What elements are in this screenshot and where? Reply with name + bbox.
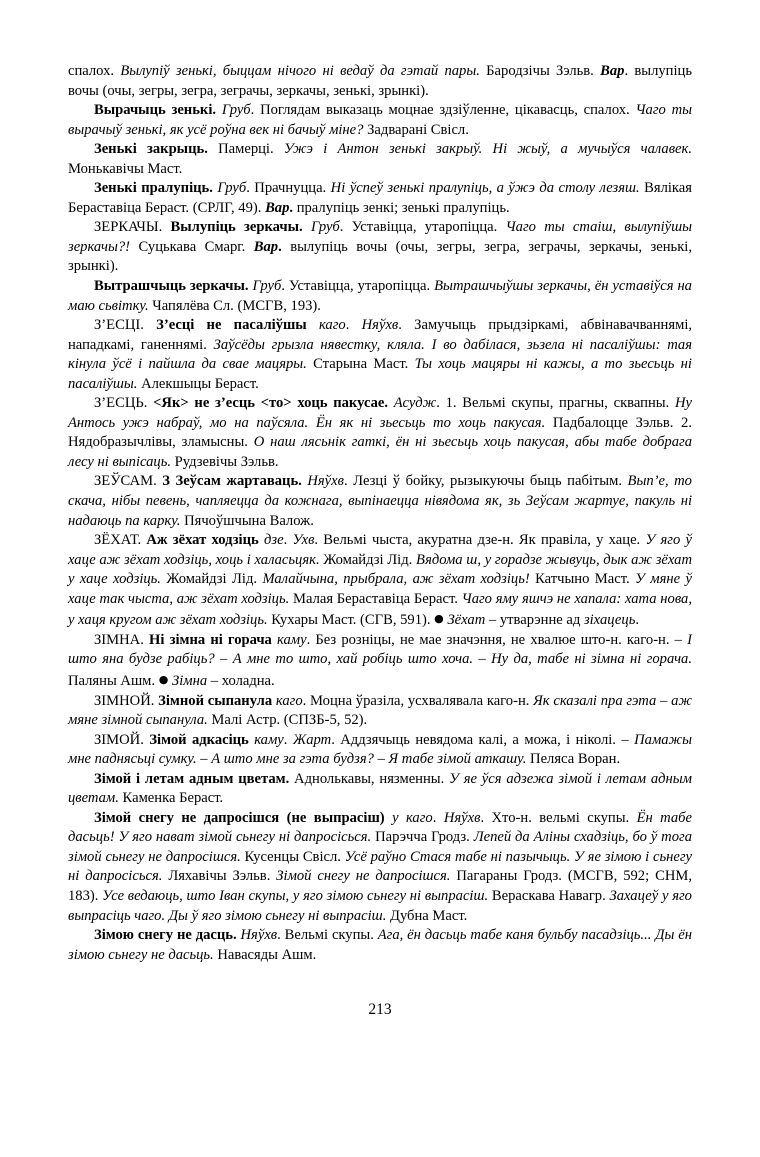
text-run-bold: Зімой і летам адным цветам. (94, 770, 290, 787)
text-run-roman: Памерці. (207, 141, 284, 158)
text-run-italic: О наш лясьнік гаткі, ён ні зьесьць хоць пакусая, абы табе добрага лесу ні выпісаць. (68, 434, 692, 470)
text-run-roman: Вераскава Навагр. (488, 887, 610, 904)
text-run-roman: . Хто-н. вельмі скупы. (480, 809, 637, 826)
text-run-roman: . Лезці ў бойку, рызыкуючы быць пабітым. (343, 473, 628, 490)
text-run-roman: Задварані Свісл. (363, 121, 469, 138)
text-run-bold: <Як> не з’есць <то> хоць пакусае. (153, 395, 389, 412)
text-run-italic: Няўхв (361, 317, 399, 334)
text-run-italic: – Памажы мне паднясьці сумку. – А што мне за гэта будзя? – Я табе зімой аткашу. (68, 731, 693, 768)
text-run-italic: У яго ў хаце аж зёхат ходзіць, хоць і халасьцяк. (68, 532, 692, 568)
text-run-roman: ЗІМНОЙ. (94, 692, 159, 709)
text-run-roman: Кусенцы Свісл. (240, 848, 345, 865)
dictionary-entry (68, 218, 692, 277)
text-run-italic: зіхацець (583, 612, 636, 629)
text-run-italic: Няўхв (307, 473, 344, 490)
text-run-bold: Зімой адкасіць (149, 731, 249, 748)
text-run-italic: Вылупіў зенькі, быццам нічого ні ведаў да гэтай пары. (120, 63, 480, 79)
text-run-italic: Ужэ і Антон зенькі закрыў. Ні жыў, а мучыўся чалавек. (283, 141, 692, 158)
dictionary-entry (68, 631, 692, 692)
text-run-roman: Пагараны Гродз. (МСГВ, 592; СНМ, 183). (68, 868, 692, 904)
text-run-bold: Вырачыць зенькі. (94, 102, 217, 119)
text-run-italic: Ну Антось ужэ набраў, мо на паўсяла. Ён як ні зьесьць то хоць пакусая. (68, 395, 692, 431)
text-run-italic: Вытрашчыўшы зеркачы, ён уставіўся на маю сьвітку. (68, 278, 692, 314)
text-run-roman: . Моцна ўразіла, усхвалявала каго-н. (302, 692, 534, 709)
text-run-roman: вылупіць вочы (очы, зегры, зегра, зеграчы, зеркачы, зенькі, зрынкі). (68, 238, 693, 275)
text-run-roman (307, 317, 319, 333)
text-run-roman: Каменка Бераст. (118, 790, 224, 807)
text-run-roman: Малі Астр. (СПЗБ-5, 52). (207, 712, 368, 729)
text-run-italic: Ты хоць мацяры ні кажы, а то зьесьць ні пасаліўшы. (68, 356, 692, 392)
text-run-bullet: ● (434, 612, 444, 626)
text-run-roman: – утварэнне ад (485, 612, 584, 629)
text-run-italic: Зімна (171, 672, 208, 689)
text-run-roman: . (635, 612, 639, 629)
page-number: 213 (368, 1001, 392, 1018)
text-run-roman: . 1. Вельмі скупы, прагны, сквапны. (436, 395, 675, 412)
text-run-roman: ЗІМОЙ. (94, 731, 150, 748)
text-run-italic: Вядома ш, у горадзе жывуць, дык аж зёхат у хаце ходзіць. (68, 551, 692, 588)
text-run-italic: Груб (221, 102, 251, 119)
text-run-italic: Няўхв (240, 927, 278, 944)
text-run-roman: Монькавічы Маст. (68, 160, 183, 177)
dictionary-entry (68, 731, 692, 770)
text-run-roman: Чапялёва Сл. (МСГВ, 193). (148, 297, 321, 314)
text-run-italic: Чаго яму яшчэ не хапала: хата нова, у хаця кругом аж зёхат ходзіць. (68, 590, 692, 629)
text-run-roman: – холадна. (207, 672, 275, 689)
text-run-roman: ЗЕЎСАМ. (94, 473, 163, 490)
text-run-roman: . Поглядам выказаць моцнае здзіўленне, цікавасць, спалох. (250, 102, 636, 119)
text-run-bold-italic: Вар (253, 238, 279, 255)
text-run-italic: каго (318, 317, 346, 334)
text-run-italic: Малайчына, прыбрала, аж зёхат ходзіць! (262, 571, 530, 588)
text-run-bullet: ● (158, 672, 169, 686)
text-run-bold: . (278, 238, 282, 255)
dictionary-entry (68, 277, 692, 316)
text-run-italic: Няўхв (443, 809, 481, 826)
text-run-italic: Ён табе дасьць! У яго нават зімой сьнегу ні дапросісься. (68, 809, 692, 846)
dictionary-entry (68, 472, 692, 531)
text-run-roman: Рудзевічы Зэльв. (171, 453, 279, 470)
text-run-roman: . Аддзячыць невядома калі, а можа, і ніколі. (331, 731, 622, 748)
dictionary-entry (68, 140, 692, 179)
text-run-italic: Асудж (393, 395, 437, 412)
text-run-roman (385, 810, 392, 826)
text-run-roman: Парэчча Гродз. (371, 829, 474, 846)
text-run-bold: Зімой снегу не дапросішся (не выпрасіш) (94, 809, 385, 826)
text-run-italic: Усе ведаюць, што Іван скупы, у яго зімою сьнегу ні выпрасіш. (102, 887, 489, 904)
text-run-italic: Зімой снегу не дапросішся. (276, 868, 451, 885)
text-column (68, 62, 692, 965)
text-run-italic: Ухв (292, 532, 315, 549)
text-run-italic: Лепей да Аліны схадзіць, бо ў тога зімой сьнегу не дапросішся. (68, 829, 692, 865)
text-run-roman: ЗЕРКАЧЫ. (94, 219, 171, 236)
text-run-roman: Малая Бераставіца Бераст. (289, 590, 462, 607)
text-run-italic: Чаго ты стаіш, вылупіўшы зеркачы?! (68, 219, 693, 255)
text-run-roman: Кухары Маст. (СГВ, 591). (267, 612, 435, 629)
text-run-roman (303, 219, 311, 235)
text-run-italic: Жарт (292, 731, 332, 748)
text-run-bold: Зенькі закрыць. (94, 141, 208, 158)
text-run-roman: . вылупіць вочы (очы, зегры, зегра, зеграчы, зеркачы, зенькі, зрынкі). (68, 63, 692, 99)
text-run-roman: . (283, 731, 293, 748)
text-run-roman: ЗЁХАТ. (94, 532, 147, 549)
text-run-italic: Вып’е, то скача, нібы певень, чапляецца да кожнага, выпінаецца нівядома як, зь Зеўсам жартуе, пакуль ні надаюць па карку. (68, 473, 692, 529)
text-run-roman: З’ЕСЦІ. (94, 317, 157, 334)
text-run-roman: Навасяды Ашм. (213, 946, 317, 963)
text-run-italic: Захацеў у яго выпрасіць чаго. Ды ў яго зімою сьнегу ні выпрасіш. (68, 887, 692, 924)
text-run-bold: . (289, 199, 294, 216)
text-run-roman: Бародзічы Зэльв. (479, 63, 601, 79)
text-run-roman: . (283, 532, 293, 549)
text-run-italic: Груб (217, 180, 247, 197)
text-run-roman: . Замучыць прыдзіркамі, абвінавачваннямі, нападкамі, ганеннямі. (68, 317, 693, 353)
text-run-italic: у каго (392, 809, 433, 826)
text-run-roman: Вялікая Бераставіца Бераст. (СРЛГ, 49). (68, 180, 692, 216)
text-run-roman: . (432, 809, 444, 826)
text-run-roman: З’ЕСЦЬ. (94, 395, 154, 412)
text-run-bold: Зімной сыпанула (158, 692, 273, 709)
text-run-bold: Зімою снегу не дасць. (94, 927, 237, 944)
dictionary-entry (68, 531, 692, 631)
text-run-roman: Суцькава Смарг. (130, 238, 254, 255)
text-run-bold: Зенькі пралупіць. (94, 180, 213, 197)
text-run-italic: дзе (264, 532, 284, 549)
dictionary-entry (68, 316, 692, 394)
text-run-roman: ЗІМНА. (94, 631, 150, 648)
text-run-roman: пралупіць зенкі; зенькі пралупіць. (293, 199, 510, 216)
text-run-roman: Алекшыцы Бераст. (137, 375, 259, 392)
dictionary-entry (68, 62, 692, 101)
text-run-bold: З Зеўсам жартаваць. (162, 473, 302, 490)
text-run-roman: . Без розніцы, не мае значэння, не хвалюе што-н. каго-н. – (306, 631, 688, 648)
text-run-italic: Чаго ты вырачыў зенькі, як усё роўна век ні бачыў міне? (68, 102, 692, 138)
text-run-roman: Пячоўшчына Валож. (180, 512, 314, 529)
text-run-roman: Жомайдзі Лід. (160, 571, 263, 588)
text-run-roman: Падбалоцце Зэльв. 2. Нядобразычлівы, зламысны. (68, 414, 692, 451)
text-run-roman: Старына Маст. (306, 356, 415, 373)
text-run-roman: Ляхавічы Зэльв. (162, 868, 277, 885)
text-run-bold-italic: Вар (265, 199, 290, 216)
text-run-italic: Груб (310, 219, 340, 236)
text-run-roman: Пеляса Воран. (526, 751, 621, 768)
text-run-italic: У мяне ў хаце так чыста, аж зёхат ходзіць. (68, 571, 693, 607)
text-run-roman: . Вельмі чыста, акуратна дзе-н. Як правіла, у хаце. (314, 532, 646, 549)
text-run-italic: У яе ўся адзежа зімой і летам адным цветам. (68, 770, 692, 807)
text-run-roman: Паляны Ашм. (68, 672, 159, 689)
text-run-bold: Аж зёхат ходзіць (146, 532, 259, 549)
text-run-roman: . Уставіцца, утаропіцца. (339, 219, 506, 236)
text-run-italic: каму (277, 631, 307, 648)
text-run-italic: Усё раўно Стася табе ні пазычыць. У яе зімою і сьнегу ні дапросісься. (68, 848, 692, 885)
text-run-italic: Зёхат (447, 612, 486, 629)
text-run-italic: І што яна будзе рабіць? – А мне то што, хай робіць што хоча. – Ну да, табе ні зімна ні горача. (68, 631, 692, 668)
text-run-italic: Ага, ён дасьць табе каня бульбу пасадзіць... Ды ён зімою сьнегу не дасьць. (68, 927, 692, 963)
text-run-roman: . Вельмі скупы. (277, 927, 378, 944)
text-run-roman: Аднолькавы, нязменны. (289, 770, 450, 787)
text-run-roman: . Прачнуцца. (246, 180, 331, 197)
text-run-roman: . Уставіцца, утаропіцца. (281, 278, 435, 295)
dictionary-entry (68, 179, 692, 218)
dictionary-entry (68, 394, 692, 472)
text-run-italic: Груб (252, 278, 282, 295)
dictionary-entry (68, 770, 692, 809)
text-run-roman: . (345, 317, 362, 334)
text-run-italic: каму (254, 731, 284, 748)
dictionary-entry (68, 692, 692, 731)
text-run-bold: Ні зімна ні горача (149, 631, 272, 648)
text-run-roman: спалох. (68, 63, 121, 79)
text-run-italic: Ні ўспеў зенькі пралупіць, а ўжэ да столу лезяш. (330, 180, 640, 197)
text-run-roman: Катчыно Маст. (529, 571, 636, 588)
text-run-bold: Вылупіць зеркачы. (170, 219, 303, 236)
text-run-roman: Дубна Маст. (386, 907, 468, 924)
text-run-italic: Заўсёды грызла нявестку, кляла. І во дабілася, зьзела ні пасаліўшы: тая кінула ўсё і пайшла да свае мацяры. (68, 336, 692, 373)
text-run-italic: каго (275, 692, 303, 709)
text-run-bold: Вытрашчыць зеркачы. (94, 278, 249, 295)
text-run-italic: Як сказалі пра гэта – аж мяне зімной сыпанула. (68, 692, 692, 729)
dictionary-entry (68, 809, 692, 926)
dictionary-entry (68, 101, 692, 140)
dictionary-entry (68, 926, 692, 965)
text-run-bold: З’есці не пасаліўшы (156, 317, 307, 334)
text-run-roman: Жомайдзі Лід. (319, 551, 416, 568)
text-run-bold-italic: Вар (600, 63, 625, 79)
